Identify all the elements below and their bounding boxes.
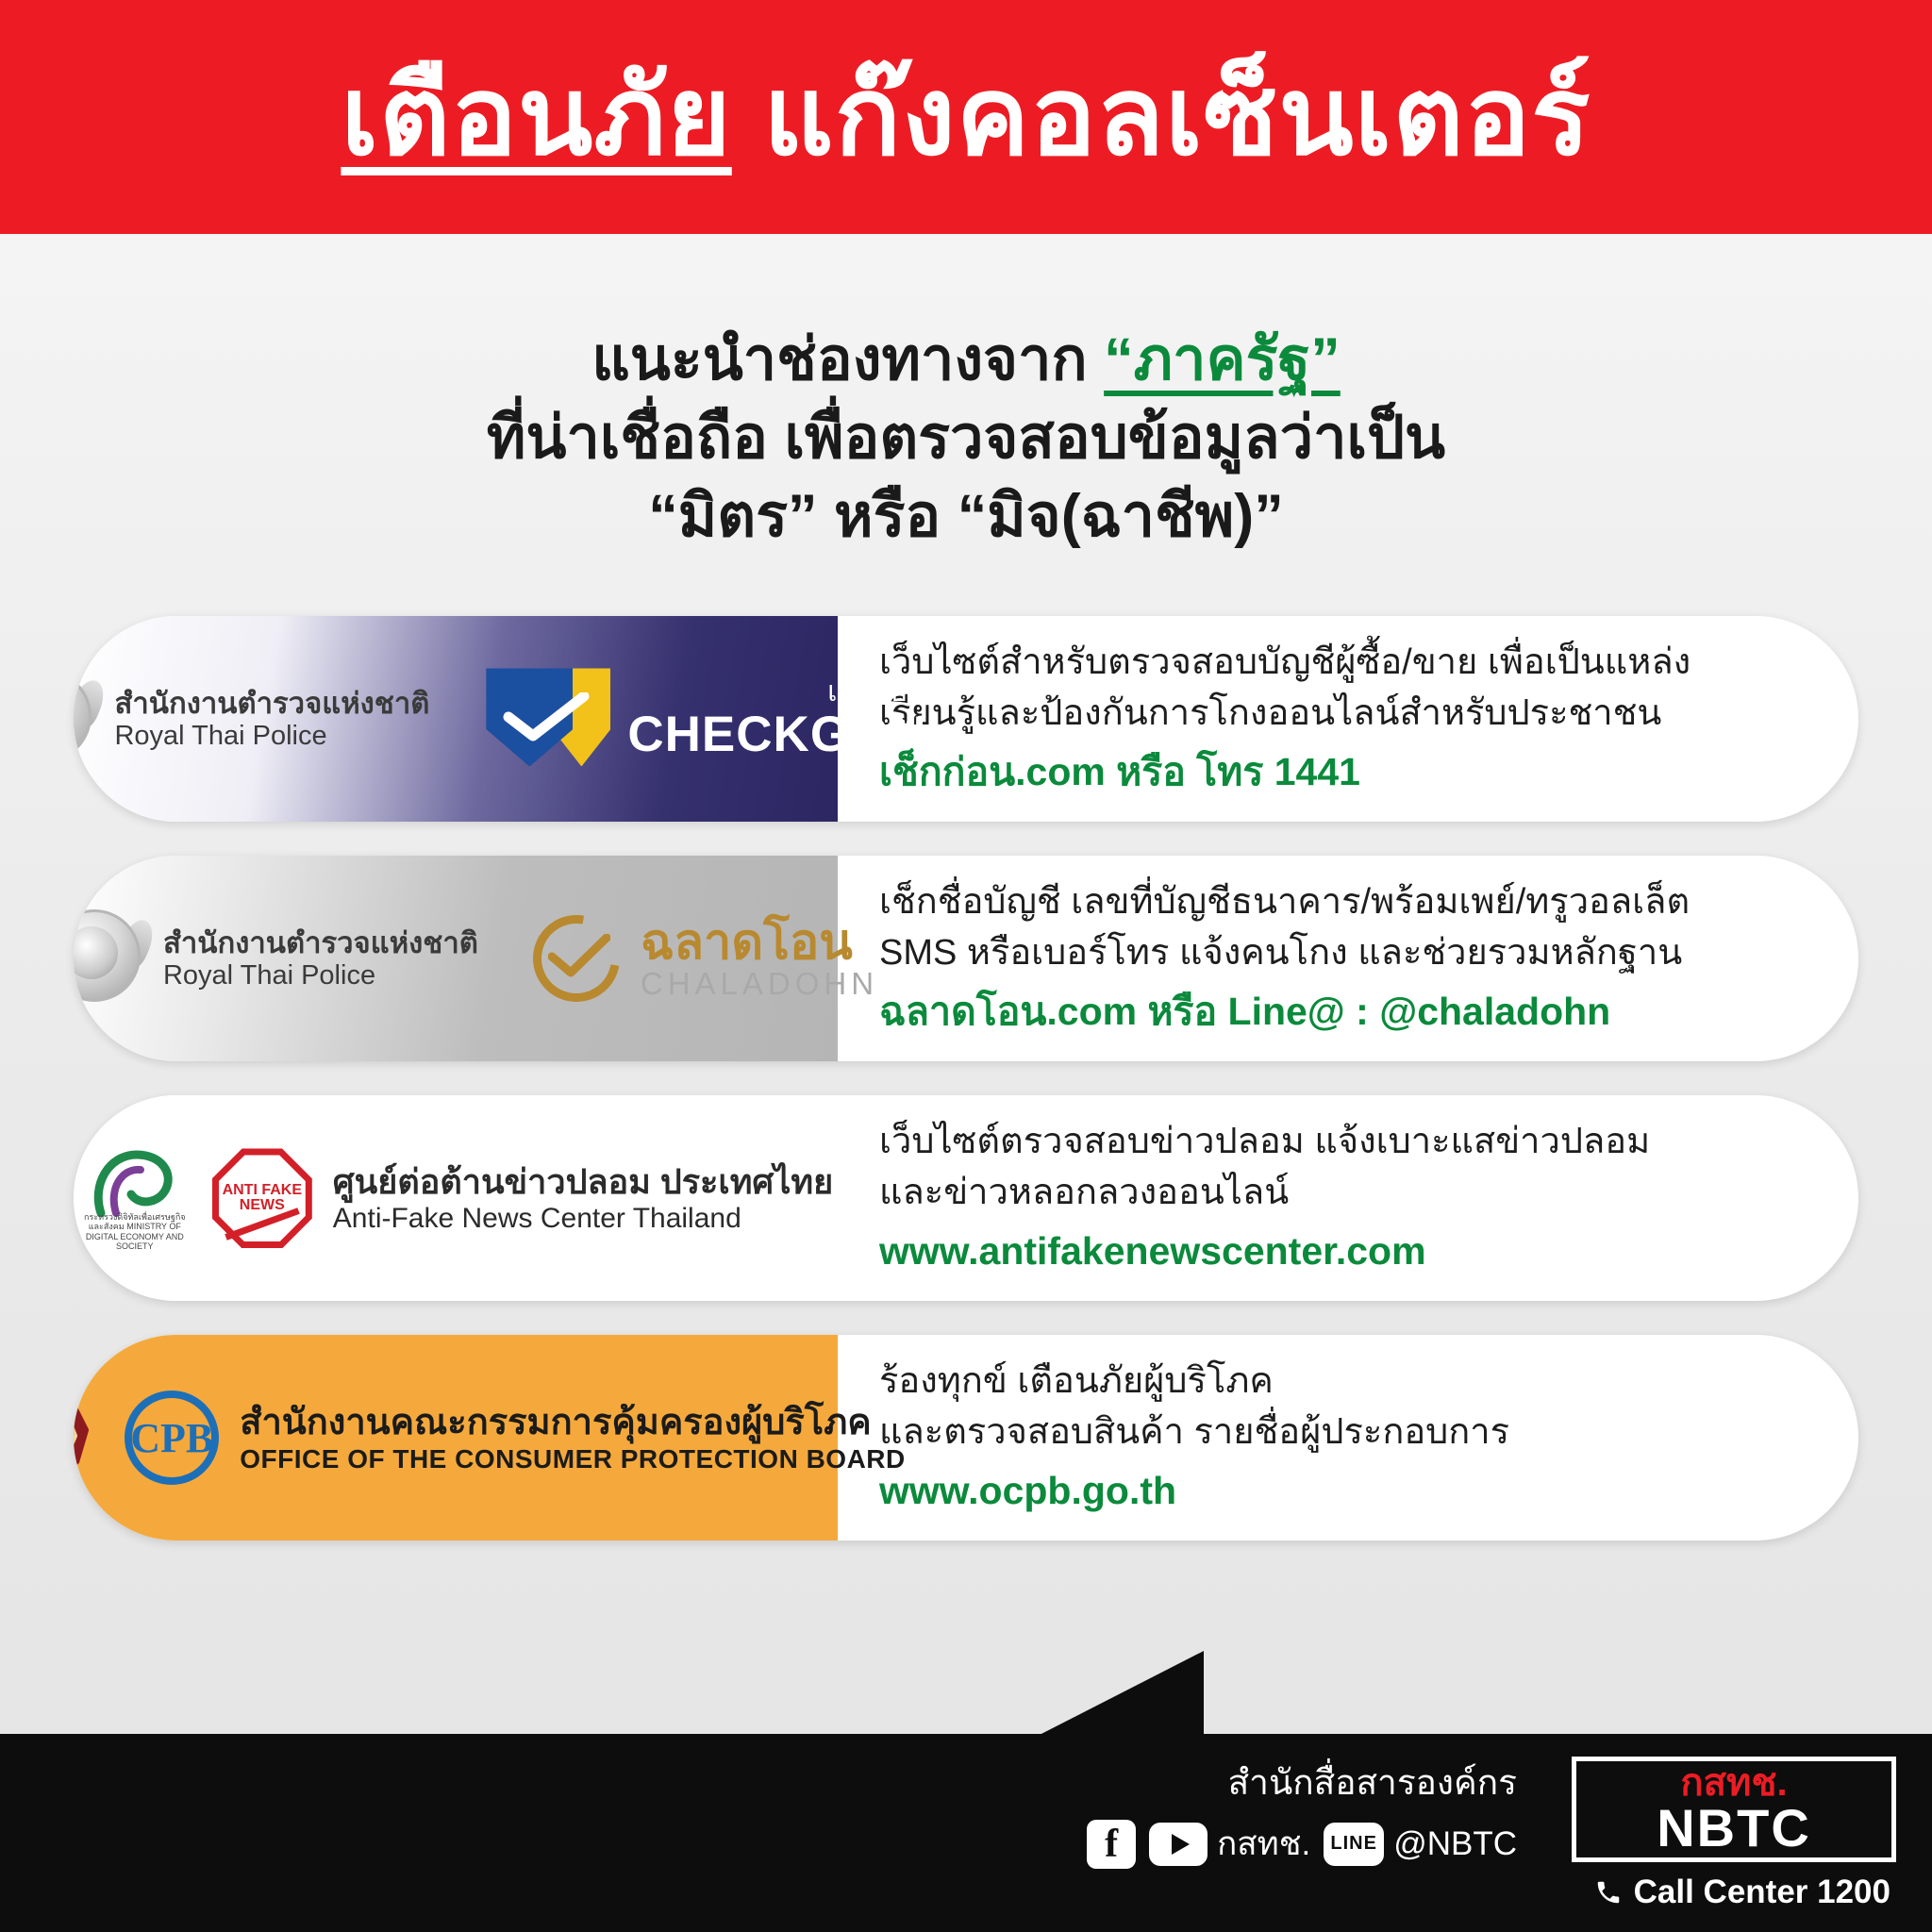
ministry-digital-economy-icon	[78, 1145, 192, 1251]
footer-bar	[0, 1734, 1932, 1932]
channel-card-ocpb[interactable]	[74, 1335, 1858, 1541]
ocpb-name-th: สำนักงานคณะกรรมการคุ้มครองผู้บริโภค	[240, 1402, 872, 1442]
header-banner	[0, 0, 1932, 234]
intro-line-2: ที่น่าเชื่อถือ เพื่อตรวจสอบข้อมูลว่าเป็น	[486, 405, 1446, 472]
chaladohn-brand	[527, 909, 878, 1008]
antifakenews-logo-panel	[74, 1095, 838, 1301]
antifakenews-logo	[78, 1145, 833, 1251]
page-title-warning: เตือนภัย	[341, 55, 732, 178]
swirl-icon	[88, 1147, 178, 1217]
garuda-emblem-icon	[74, 1385, 104, 1491]
cpb-monogram-icon	[123, 1389, 221, 1487]
ocpb-logo-panel	[74, 1335, 906, 1541]
social-handle-nbtc-th: กสทช.	[1217, 1825, 1311, 1862]
antifakenews-desc-line-1: เว็บไซต์ตรวจสอบข่าวปลอม แจ้งเบาะแสข่าวปลอม	[879, 1121, 1651, 1161]
ocpb-desc-line-1: ร้องทุกข์ เตือนภัยผู้บริโภค	[879, 1360, 1274, 1401]
ocpb-link[interactable]: www.ocpb.go.th	[879, 1468, 1177, 1512]
line-icon[interactable]: LINE	[1324, 1823, 1384, 1866]
antifakenews-desc-line-2: และข่าวหลอกลวงออนไลน์	[879, 1172, 1290, 1212]
checkgon-label-en: CHECKGON	[627, 706, 927, 762]
police-logo-text	[114, 688, 429, 751]
channel-card-antifakenews[interactable]	[74, 1095, 1858, 1301]
chaladohn-logo-panel	[74, 856, 879, 1061]
check-icon	[503, 692, 590, 741]
call-center-label: Call Center 1200	[1633, 1874, 1890, 1910]
channel-card-checkgon[interactable]	[74, 616, 1858, 822]
royal-thai-police-logo	[74, 902, 478, 1015]
police-emblem-icon	[74, 662, 97, 775]
stamp-text: ANTI FAKE NEWS	[222, 1182, 303, 1214]
checkmark-shield-icon	[486, 668, 610, 770]
youtube-icon[interactable]	[1149, 1823, 1208, 1866]
social-facebook[interactable]	[1087, 1820, 1136, 1869]
channel-card-chaladohn[interactable]	[74, 856, 1858, 1061]
nbtc-name-th: กสทช.	[1680, 1762, 1788, 1804]
checkgon-desc-line-1: เว็บไซต์สำหรับตรวจสอบบัญชีผู้ซื้อ/ขาย เพื่อเป็นแหล่ง	[879, 641, 1691, 682]
police-name-th: สำนักงานตำรวจแห่งชาติ	[162, 925, 478, 959]
social-youtube[interactable]	[1149, 1818, 1310, 1870]
chaladohn-labels	[640, 914, 879, 1002]
page-title-rest: แก๊งคอลเซ็นเตอร์	[731, 55, 1591, 178]
checkgon-desc-line-2: เรียนรู้และป้องกันการโกงออนไลน์สำหรับประชาชน	[879, 692, 1662, 733]
ministry-caption: กระทรวงดิจิทัลเพื่อเศรษฐกิจและสังคม MINISTRY OF DIGITAL ECONOMY AND SOCIETY	[84, 1212, 186, 1252]
chaladohn-label-en: CHALADOHN	[640, 966, 879, 1002]
circle-check-icon	[527, 909, 625, 1008]
police-logo-text	[163, 927, 478, 991]
anti-fake-news-stamp-icon	[212, 1148, 312, 1248]
channel-card-list	[0, 616, 1932, 1541]
checkgon-labels	[627, 676, 926, 762]
ocpb-description	[838, 1335, 1858, 1541]
chaladohn-desc-line-1: เช็กชื่อบัญชี เลขที่บัญชีธนาคาร/พร้อมเพย์/ทรูวอลเล็ต	[879, 881, 1690, 922]
check-icon	[548, 934, 610, 977]
nbtc-name-en: NBTC	[1657, 1798, 1811, 1857]
intro-line-1-prefix: แนะนำช่องทางจาก	[591, 326, 1105, 392]
police-emblem-icon	[74, 902, 146, 1015]
intro-block	[0, 234, 1932, 556]
checkgon-description	[838, 616, 1858, 822]
checkgon-label-th: เช็กก่อน	[827, 675, 927, 708]
intro-line-3: “มิตร” หรือ “มิจ(ฉาชีพ)”	[648, 483, 1284, 550]
royal-thai-police-logo	[74, 662, 429, 775]
checkgon-link[interactable]: เช็กก่อน.com หรือ โทร 1441	[879, 749, 1360, 793]
ocpb-desc-line-2: และตรวจสอบสินค้า รายชื่อผู้ประกอบการ	[879, 1411, 1510, 1452]
checkgon-brand	[486, 668, 926, 770]
police-name-en: Royal Thai Police	[114, 720, 327, 751]
ocpb-name-en: OFFICE OF THE CONSUMER PROTECTION BOARD	[240, 1444, 906, 1474]
chaladohn-desc-line-2: SMS หรือเบอร์โทร แจ้งคนโกง และช่วยรวมหลักฐาน	[879, 932, 1683, 973]
call-center-info[interactable]	[1594, 1874, 1890, 1911]
antifakenews-description	[838, 1095, 1858, 1301]
facebook-icon[interactable]: f	[1087, 1820, 1136, 1869]
social-row	[1087, 1818, 1517, 1870]
police-name-th: สำนักงานตำรวจแห่งชาติ	[114, 686, 430, 720]
intro-line-1-highlight: “ภาครัฐ”	[1104, 326, 1341, 392]
ocpb-logo	[74, 1385, 906, 1491]
cpb-monogram-letters: CPB	[130, 1414, 214, 1461]
checkgon-logo-panel	[74, 616, 927, 822]
antifakenews-logo-text	[333, 1162, 833, 1236]
chaladohn-description	[838, 856, 1858, 1061]
page-title	[341, 55, 1591, 178]
phone-icon	[1594, 1878, 1623, 1907]
ocpb-logo-text	[240, 1402, 906, 1475]
chaladohn-link[interactable]: ฉลาดโอน.com หรือ Line@ : @chaladohn	[879, 989, 1611, 1033]
nbtc-logo	[1572, 1757, 1896, 1862]
social-line[interactable]	[1324, 1823, 1517, 1866]
social-handle-nbtc-en: @NBTC	[1393, 1824, 1517, 1862]
footer-social-block	[1087, 1755, 1517, 1870]
page-body	[0, 234, 1932, 1932]
antifakenews-name-th: ศูนย์ต่อต้านข่าวปลอม ประเทศไทย	[332, 1161, 834, 1201]
intro-line-1	[0, 321, 1932, 399]
police-name-en: Royal Thai Police	[162, 959, 376, 991]
footer-org-name: สำนักสื่อสารองค์กร	[1227, 1763, 1517, 1802]
antifakenews-name-en: Anti-Fake News Center Thailand	[332, 1203, 741, 1234]
antifakenews-link[interactable]: www.antifakenewscenter.com	[879, 1228, 1426, 1273]
chaladohn-label-th: ฉลาดโอน	[640, 914, 853, 970]
